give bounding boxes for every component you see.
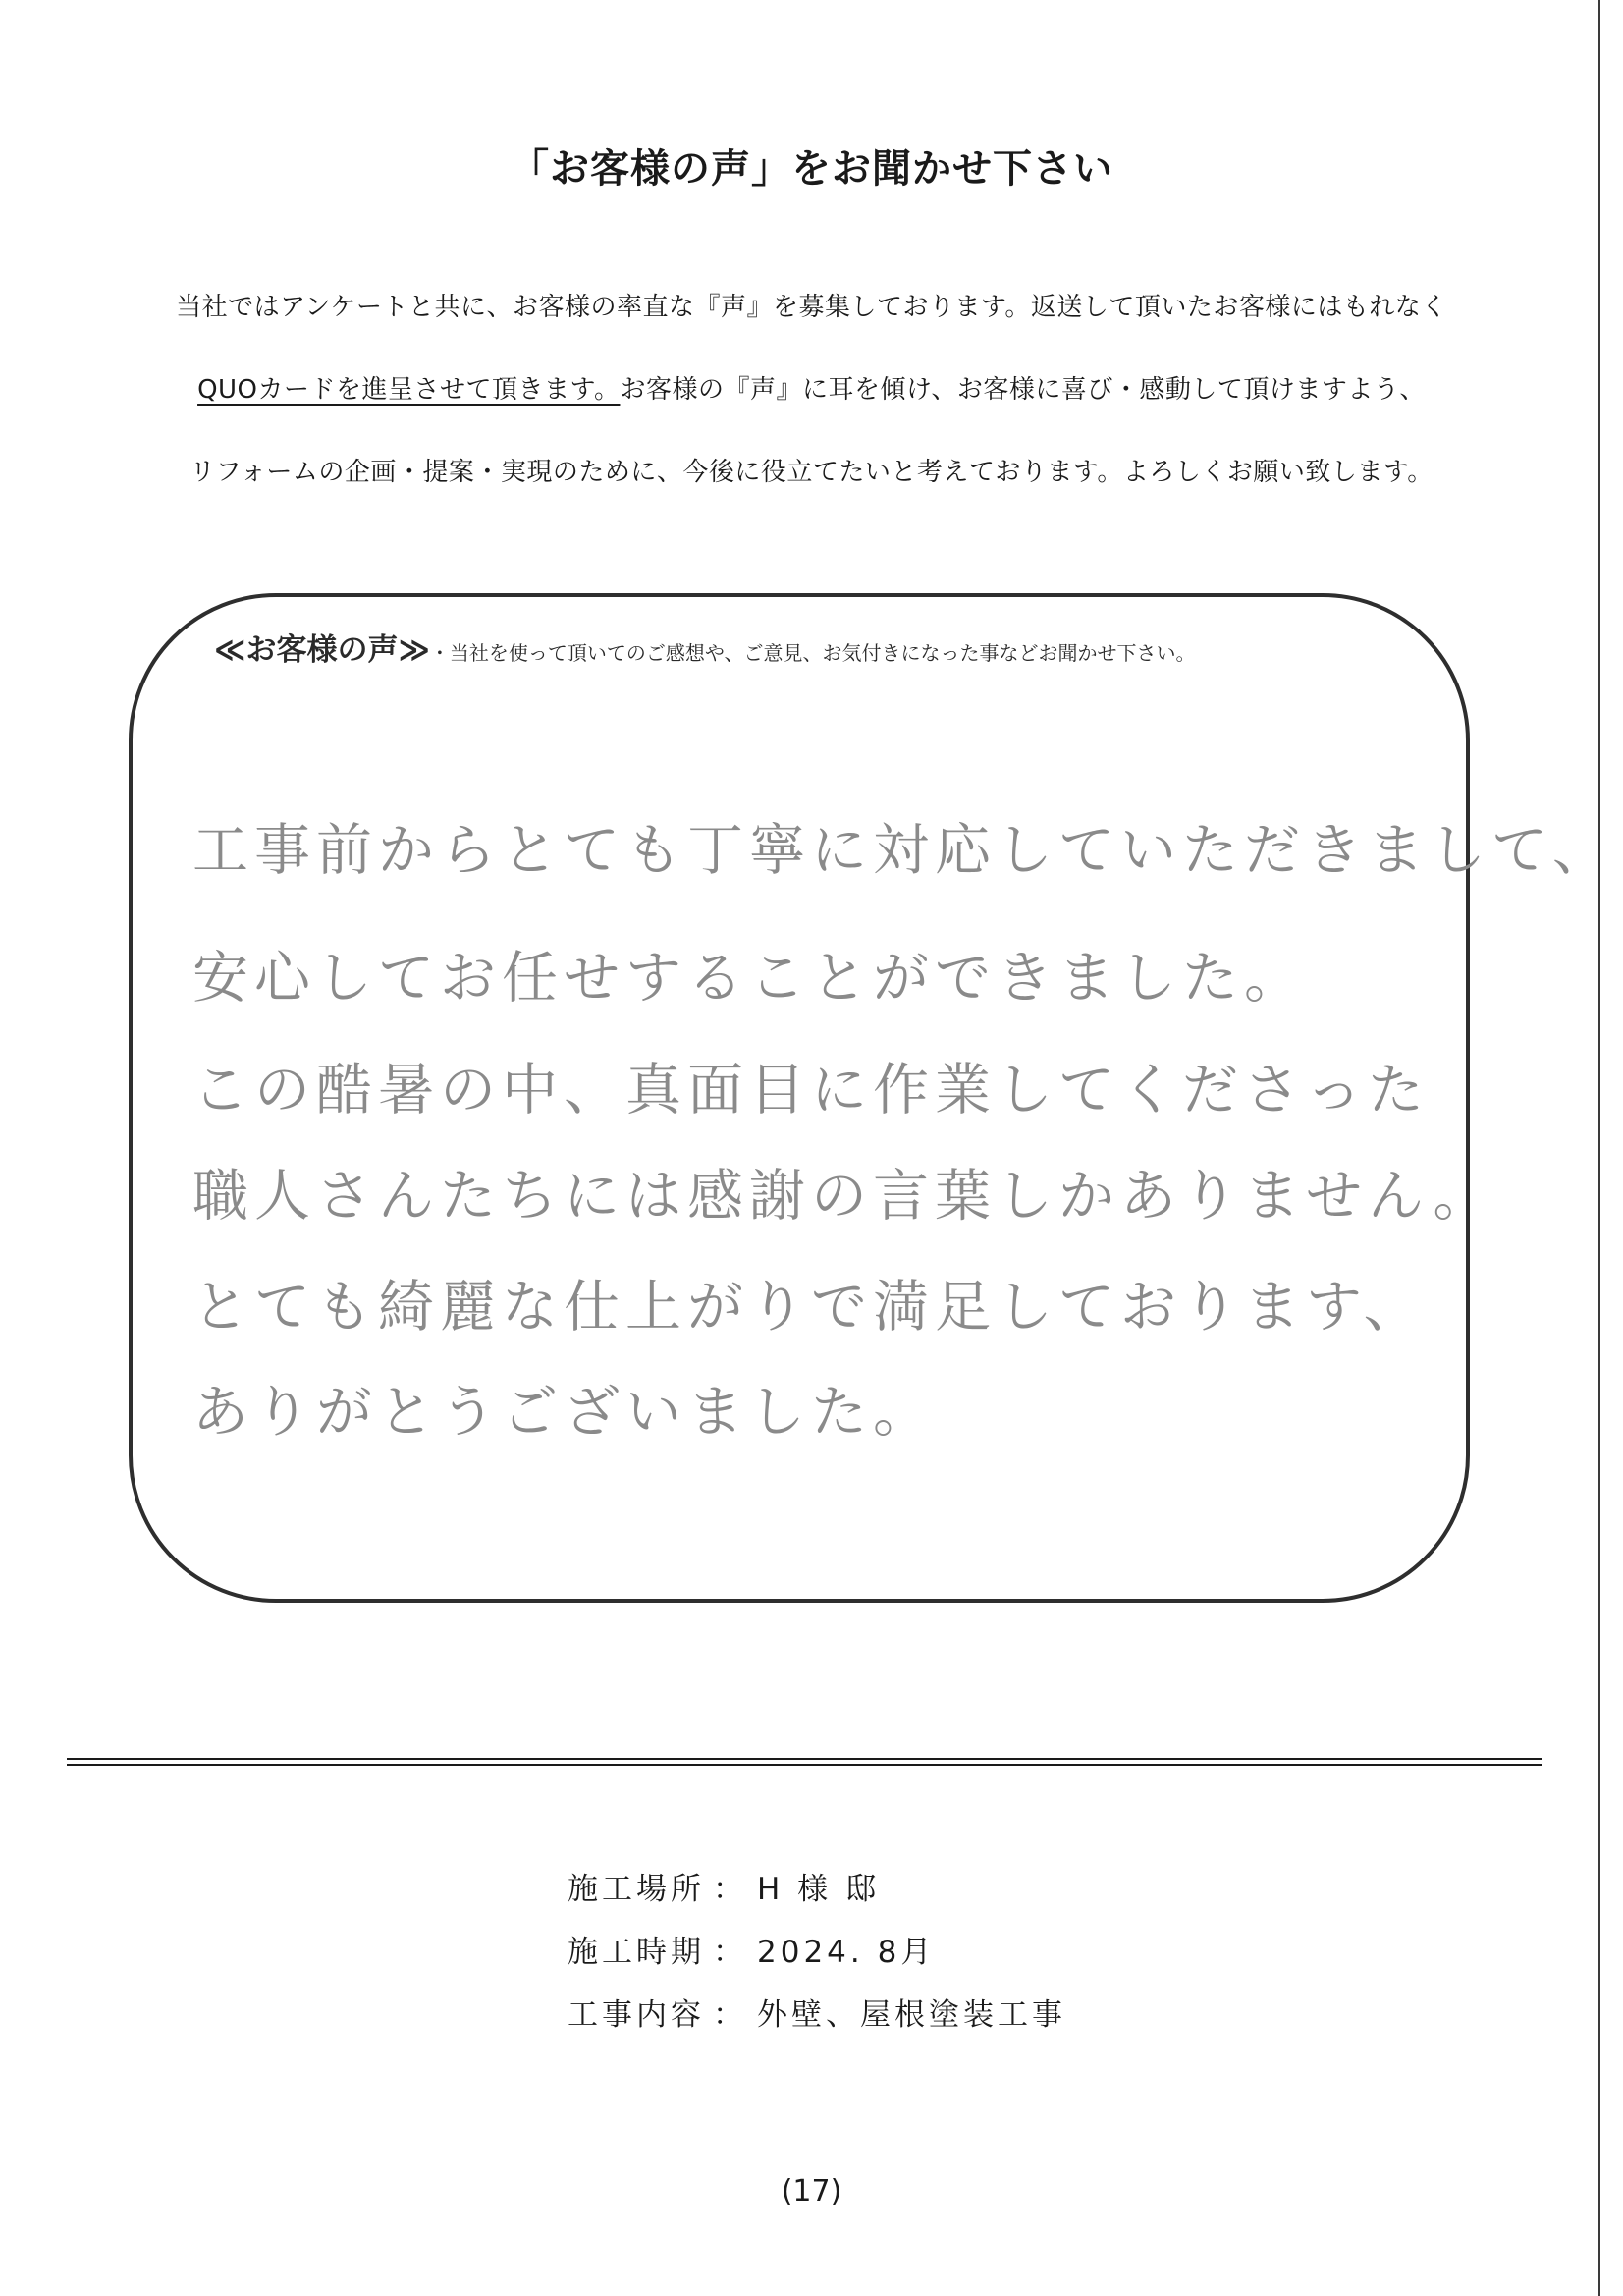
handwritten-line-5: とても綺麗な仕上がりで満足しております、 — [192, 1275, 1426, 1339]
handwritten-line-2: 安心してお任せすることができました。 — [192, 946, 1306, 1011]
handwritten-line-3: この酷暑の中、真面目に作業してくださった — [192, 1058, 1430, 1122]
construction-info-table — [568, 1854, 1066, 2043]
quo-card-offer: QUOカードを進呈させて頂きます。 — [197, 375, 621, 405]
voice-box-header — [214, 625, 1196, 669]
info-label: 施工時期 — [568, 1934, 705, 1970]
handwritten-line-6: ありがとうございました。 — [192, 1380, 935, 1445]
info-separator: ： — [713, 1871, 743, 1907]
page-edge — [1598, 0, 1600, 2296]
voice-box-label: ≪お客様の声≫ — [214, 632, 430, 668]
intro-line-2 — [0, 369, 1623, 406]
info-row-work — [568, 1980, 1066, 2043]
info-separator: ： — [713, 1934, 743, 1970]
info-value: 外壁、屋根塗装工事 — [757, 1996, 1066, 2033]
intro-line-1: 当社ではアンケートと共に、お客様の率直な『声』を募集しております。返送して頂いたお客様にはもれなく — [176, 293, 1447, 322]
page-title: 「お客様の声」をお聞かせ下さい — [510, 146, 1113, 191]
info-label: 施工場所 — [568, 1871, 705, 1907]
intro-line-3: リフォームの企画・提案・実現のために、今後に役立てたいと考えております。よろしくお願い致します。 — [189, 458, 1434, 487]
info-row-period — [568, 1917, 1066, 1980]
intro-line-2-rest: お客様の『声』に耳を傾け、お客様に喜び・感動して頂けますよう、 — [620, 375, 1426, 405]
voice-box-prompt: ・当社を使って頂いてのご感想や、ご意見、お気付きになった事などお聞かせ下さい。 — [429, 641, 1196, 665]
info-separator: ： — [713, 1996, 743, 2033]
info-row-location — [568, 1854, 1066, 1917]
section-divider — [67, 1758, 1542, 1766]
handwritten-line-1: 工事前からとても丁寧に対応していただきまして、 — [192, 818, 1614, 883]
info-value: H 様 邸 — [757, 1871, 881, 1907]
page-number: (17) — [781, 2174, 842, 2209]
info-label: 工事内容 — [568, 1996, 705, 2033]
handwritten-line-4: 職人さんたちには感謝の言葉しかありません。 — [192, 1164, 1495, 1229]
info-value: 2024. 8月 — [757, 1934, 936, 1970]
